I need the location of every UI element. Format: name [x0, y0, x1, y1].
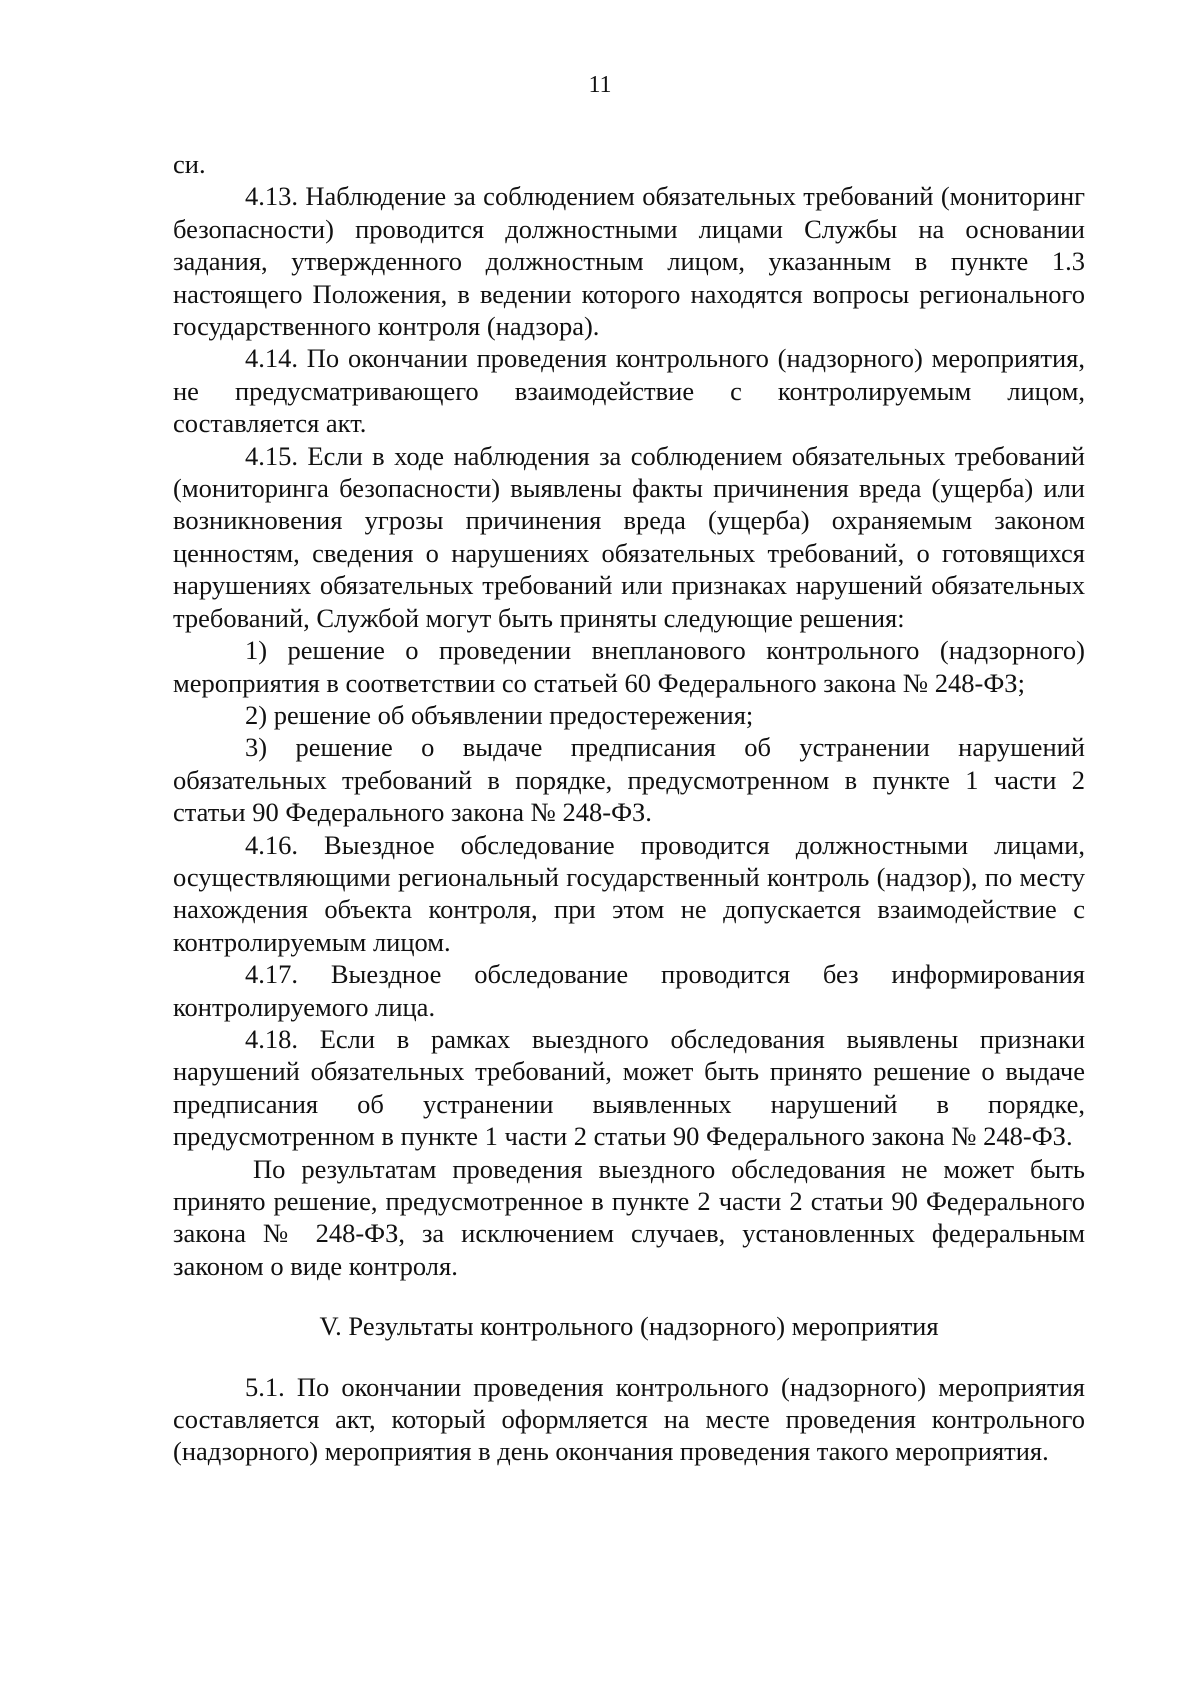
list-item-3: 3) решение о выдаче предписания об устранении нарушений обязательных требований в порядке, предусмотренном в пункте 1 части 2 статьи 90 Федерального закона № 248-ФЗ.: [173, 732, 1085, 828]
paragraph-4-15: 4.15. Если в ходе наблюдения за соблюдением обязательных требований (мониторинга безопасности) выявлены факты причинения вреда (ущерба) или возникновения угрозы причинения вреда (ущерба) охраняемым законом ценностям, сведения о нарушениях обязательных требований, о готовящихся нарушениях обязательных требований или признаках нарушений обязательных требований, Службой могут быть приняты следующие решения:: [173, 440, 1085, 633]
document-body: [173, 148, 1085, 1468]
list-item-1: 1) решение о проведении внепланового контрольного (надзорного) мероприятия в соответствии со статьей 60 Федерального закона № 248-ФЗ;: [173, 635, 1085, 698]
paragraph-4-18: 4.18. Если в рамках выездного обследования выявлены признаки нарушений обязательных требований, может быть принято решение о выдаче предписания об устранении выявленных нарушений в порядке, предусмотренном в пункте 1 части 2 статьи 90 Федерального закона № 248-ФЗ.: [173, 1023, 1085, 1152]
page-number: 11: [588, 72, 612, 98]
section-heading-v: V. Результаты контрольного (надзорного) мероприятия: [319, 1311, 939, 1342]
paragraph-5-1: 5.1. По окончании проведения контрольного (надзорного) мероприятия составляется акт, который оформляется на месте проведения контрольного (надзорного) мероприятия в день окончания проведения такого мероприятия.: [173, 1371, 1085, 1467]
paragraph-4-17: 4.17. Выездное обследование проводится без информирования контролируемого лица.: [173, 959, 1085, 1022]
paragraph-4-14: 4.14. По окончании проведения контрольного (надзорного) мероприятия, не предусматривающего взаимодействие с контролируемым лицом, составляется акт.: [173, 343, 1085, 439]
paragraph-4-13: 4.13. Наблюдение за соблюдением обязательных требований (мониторинг безопасности) проводится должностными лицами Службы на основании задания, утвержденного должностным лицом, указанным в пункте 1.3 настоящего Положения, в ведении которого находятся вопросы регионального государственного контроля (надзора).: [173, 181, 1085, 342]
list-item-2: 2) решение об объявлении предостережения;: [245, 699, 754, 730]
paragraph-4-16: 4.16. Выездное обследование проводится должностными лицами, осуществляющими региональный государственный контроль (надзор), по месту нахождения объекта контроля, при этом не допускается взаимодействие с контролируемым лицом.: [173, 829, 1085, 957]
paragraph-4-18-continued: По результатам проведения выездного обследования не может быть принято решение, предусмотренное в пункте 2 части 2 статьи 90 Федерального закона № 248-ФЗ, за исключением случаев, установленных федеральным законом о виде контроля.: [173, 1153, 1085, 1281]
paragraph-continuation: си.: [173, 149, 206, 179]
